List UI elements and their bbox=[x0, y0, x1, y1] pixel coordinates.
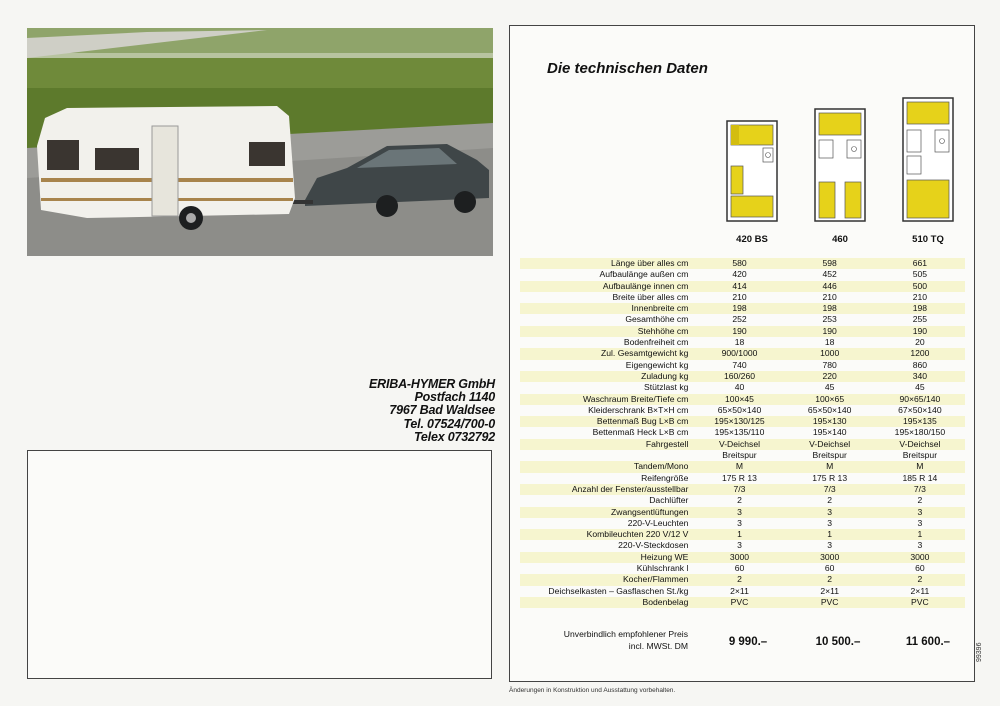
spec-row bbox=[520, 314, 965, 325]
spec-row bbox=[520, 450, 965, 461]
spec-value: 860 bbox=[912, 359, 928, 370]
spec-value: 3 bbox=[737, 517, 742, 528]
spec-value: Breitspur bbox=[902, 450, 938, 461]
spec-value: 7/3 bbox=[694, 484, 784, 495]
address-line-telex: Telex 0732792 bbox=[413, 429, 495, 444]
spec-value: 3 bbox=[827, 517, 833, 528]
spec-value: 160/260 bbox=[694, 371, 784, 382]
spec-row bbox=[520, 586, 965, 597]
price-label bbox=[520, 628, 688, 652]
spec-row bbox=[520, 337, 965, 348]
spec-value: 253 bbox=[822, 314, 837, 325]
spec-value: 414 bbox=[694, 281, 784, 292]
floor-plan-420bs-icon bbox=[726, 96, 778, 223]
spec-row bbox=[520, 529, 965, 540]
address-line-city: 7967 Bad Waldsee bbox=[389, 403, 495, 418]
floor-plan-510tq-icon bbox=[902, 96, 954, 223]
spec-row bbox=[520, 461, 965, 472]
spec-value: 1000 bbox=[785, 348, 875, 359]
model-name-460: 460 bbox=[832, 234, 848, 245]
spec-value: 2 bbox=[917, 495, 923, 506]
spec-value: 45 bbox=[915, 382, 925, 393]
spec-row bbox=[520, 507, 965, 518]
price-label-line2: incl. MWSt. DM bbox=[628, 641, 688, 651]
spec-value: 60 bbox=[824, 563, 835, 574]
spec-label: Gesamthöhe cm bbox=[625, 314, 689, 325]
spec-row bbox=[520, 439, 965, 450]
spec-row bbox=[520, 269, 965, 280]
spec-value: PVC bbox=[875, 597, 965, 608]
spec-value: 18 bbox=[824, 337, 835, 348]
spec-value: 2×11 bbox=[910, 585, 930, 596]
spec-value: M bbox=[785, 461, 875, 472]
spec-value: 7/3 bbox=[875, 484, 965, 495]
spec-label: Waschraum Breite/Tiefe cm bbox=[520, 394, 694, 405]
spec-row bbox=[520, 303, 965, 314]
spec-label: Anzahl der Fenster/ausstellbar bbox=[520, 484, 694, 495]
spec-value: 210 bbox=[732, 291, 747, 302]
spec-value: 195×140 bbox=[812, 427, 847, 438]
spec-value: 2×11 bbox=[820, 585, 840, 596]
spec-value: 175 R 13 bbox=[812, 472, 848, 483]
spec-value: 65×50×140 bbox=[717, 404, 762, 415]
spec-value: 2×11 bbox=[730, 585, 749, 596]
price-460: 10 500.– bbox=[815, 636, 861, 648]
spec-value: 252 bbox=[732, 314, 747, 325]
spec-value: 3 bbox=[737, 540, 742, 551]
address-line-company: ERIBA-HYMER GmbH bbox=[369, 377, 495, 391]
spec-value: 500 bbox=[875, 281, 965, 292]
spec-table bbox=[520, 258, 965, 608]
spec-value: 198 bbox=[694, 303, 784, 314]
spec-row bbox=[520, 360, 965, 371]
spec-value: 2 bbox=[875, 574, 965, 585]
spec-value: 190 bbox=[785, 326, 875, 337]
spec-label: Länge über alles cm bbox=[520, 258, 694, 269]
spec-value: 67×50×140 bbox=[898, 404, 942, 415]
spec-value: 1 bbox=[875, 529, 965, 540]
spec-row bbox=[520, 473, 965, 484]
spec-row bbox=[520, 597, 965, 608]
spec-value: 505 bbox=[912, 269, 928, 280]
spec-value: 452 bbox=[822, 269, 837, 280]
catalog-code: 99396 bbox=[976, 642, 983, 662]
spec-value: M bbox=[694, 461, 784, 472]
spec-value: 210 bbox=[822, 291, 837, 302]
spec-value: 90×65/140 bbox=[875, 394, 965, 405]
spec-row bbox=[520, 484, 965, 495]
spec-value: 3 bbox=[827, 540, 833, 551]
spec-value: 195×130 bbox=[785, 416, 875, 427]
panel-title: Die technischen Daten bbox=[547, 60, 708, 77]
spec-label: Eigengewicht kg bbox=[625, 359, 689, 370]
spec-value: 100×65 bbox=[785, 394, 875, 405]
spec-value: 100×45 bbox=[694, 394, 784, 405]
spec-row bbox=[520, 540, 965, 551]
footnote: Änderungen in Konstruktion und Ausstattung vorbehalten. bbox=[509, 687, 676, 694]
spec-value: Breitspur bbox=[722, 450, 757, 461]
spec-row bbox=[520, 518, 965, 529]
spec-value: 210 bbox=[912, 291, 928, 302]
spec-row bbox=[520, 427, 965, 438]
spec-value: 3 bbox=[917, 517, 923, 528]
spec-value: M bbox=[875, 461, 965, 472]
spec-row bbox=[520, 382, 965, 393]
spec-value: 1 bbox=[785, 529, 875, 540]
spec-value: 40 bbox=[734, 382, 745, 393]
spec-label: Zuladung kg bbox=[520, 371, 694, 382]
spec-value: 195×130/125 bbox=[694, 416, 784, 427]
spec-value: 3 bbox=[875, 507, 965, 518]
spec-label: Bettenmaß Bug L×B cm bbox=[520, 416, 694, 427]
floor-plan-460-icon bbox=[814, 96, 866, 223]
spec-label: Kombileuchten 220 V/12 V bbox=[520, 529, 694, 540]
model-name-420bs: 420 BS bbox=[736, 234, 768, 245]
spec-value: 65×50×140 bbox=[807, 404, 852, 415]
spec-row bbox=[520, 563, 965, 574]
spec-value: 60 bbox=[915, 563, 925, 574]
spec-value: 198 bbox=[785, 303, 875, 314]
spec-label: Aufbaulänge innen cm bbox=[520, 281, 694, 292]
spec-value: 220 bbox=[785, 371, 875, 382]
company-address bbox=[340, 378, 495, 444]
spec-value: 175 R 13 bbox=[722, 472, 757, 483]
spec-value: 740 bbox=[732, 359, 747, 370]
spec-row bbox=[520, 281, 965, 292]
caravan-photo bbox=[27, 28, 493, 256]
spec-row bbox=[520, 416, 965, 427]
spec-label: Zwangsentlüftungen bbox=[520, 507, 694, 518]
spec-label: Stehhöhe cm bbox=[520, 326, 694, 337]
spec-value: 3000 bbox=[694, 552, 784, 563]
spec-label: Kühlschrank l bbox=[636, 563, 689, 574]
spec-value: 195×135 bbox=[875, 416, 965, 427]
spec-label: Deichselkasten – Gasflaschen St./kg bbox=[548, 585, 689, 596]
dealer-stamp-box bbox=[27, 450, 492, 679]
price-label-line1: Unverbindlich empfohlener Preis bbox=[563, 629, 688, 639]
spec-label: Breite über alles cm bbox=[612, 291, 689, 302]
spec-value: 20 bbox=[915, 337, 925, 348]
spec-value: 195×180/150 bbox=[894, 427, 946, 438]
spec-value: 2 bbox=[785, 574, 875, 585]
spec-label: Innenbreite cm bbox=[520, 303, 694, 314]
spec-value: V-Deichsel bbox=[694, 439, 784, 450]
spec-value: 900/1000 bbox=[694, 348, 784, 359]
spec-label: Bodenfreiheit cm bbox=[623, 337, 689, 348]
spec-value: V-Deichsel bbox=[875, 439, 965, 450]
spec-label: 220-V-Steckdosen bbox=[618, 540, 689, 551]
spec-value: 3 bbox=[917, 540, 923, 551]
spec-row bbox=[520, 552, 965, 563]
spec-row bbox=[520, 394, 965, 405]
spec-value: 195×135/110 bbox=[714, 427, 765, 438]
spec-label: Reifengröße bbox=[641, 472, 689, 483]
spec-label bbox=[520, 450, 694, 461]
spec-value: 2 bbox=[827, 495, 833, 506]
spec-value: 190 bbox=[694, 326, 784, 337]
spec-value: 2 bbox=[737, 495, 742, 506]
price-510tq: 11 600.– bbox=[905, 636, 951, 648]
spec-value: 780 bbox=[822, 359, 837, 370]
spec-label: Bodenbelag bbox=[520, 597, 694, 608]
spec-value: Breitspur bbox=[812, 450, 847, 461]
spec-value: 661 bbox=[875, 258, 965, 269]
spec-value: 3000 bbox=[785, 552, 875, 563]
spec-label: Heizung WE bbox=[520, 552, 694, 563]
spec-label: Kocher/Flammen bbox=[520, 574, 694, 585]
spec-row bbox=[520, 371, 965, 382]
spec-value: 580 bbox=[694, 258, 784, 269]
spec-row bbox=[520, 326, 965, 337]
spec-value: 1 bbox=[694, 529, 784, 540]
spec-row bbox=[520, 258, 965, 269]
spec-label: Dachlüfter bbox=[649, 495, 689, 506]
model-name-510tq: 510 TQ bbox=[912, 234, 944, 245]
spec-label: Tandem/Mono bbox=[520, 461, 694, 472]
technical-data-panel bbox=[509, 25, 975, 682]
spec-row bbox=[520, 348, 965, 359]
spec-value: PVC bbox=[694, 597, 784, 608]
spec-value: 45 bbox=[824, 382, 835, 393]
spec-label: Aufbaulänge außen cm bbox=[599, 269, 689, 280]
spec-label: Zul. Gesamtgewicht kg bbox=[520, 348, 694, 359]
spec-value: 3000 bbox=[875, 552, 965, 563]
spec-row bbox=[520, 495, 965, 506]
price-420bs: 9 990.– bbox=[728, 636, 768, 648]
spec-value: 446 bbox=[785, 281, 875, 292]
spec-value: 198 bbox=[875, 303, 965, 314]
spec-label: Kleiderschrank B×T×H cm bbox=[588, 404, 689, 415]
spec-label: 220-V-Leuchten bbox=[627, 517, 689, 528]
spec-value: 3 bbox=[785, 507, 875, 518]
spec-value: 18 bbox=[734, 337, 745, 348]
address-line-phone: Tel. 07524/700-0 bbox=[403, 416, 495, 431]
spec-value: V-Deichsel bbox=[785, 439, 875, 450]
spec-row bbox=[520, 292, 965, 303]
spec-value: 3 bbox=[694, 507, 784, 518]
spec-value: 255 bbox=[912, 314, 928, 325]
spec-value: 60 bbox=[734, 563, 745, 574]
spec-value: PVC bbox=[785, 597, 875, 608]
spec-value: 7/3 bbox=[785, 484, 875, 495]
spec-value: 2 bbox=[694, 574, 784, 585]
spec-value: 185 R 14 bbox=[902, 472, 938, 483]
spec-label: Stützlast kg bbox=[643, 382, 689, 393]
address-line-postbox: Postfach 1140 bbox=[414, 390, 495, 405]
spec-label: Bettenmaß Heck L×B cm bbox=[592, 427, 689, 438]
spec-value: 340 bbox=[875, 371, 965, 382]
spec-row bbox=[520, 574, 965, 585]
spec-label: Fahrgestell bbox=[520, 439, 694, 450]
spec-value: 1200 bbox=[875, 348, 965, 359]
spec-row bbox=[520, 405, 965, 416]
spec-value: 420 bbox=[732, 269, 747, 280]
spec-value: 598 bbox=[785, 258, 875, 269]
spec-value: 190 bbox=[875, 326, 965, 337]
